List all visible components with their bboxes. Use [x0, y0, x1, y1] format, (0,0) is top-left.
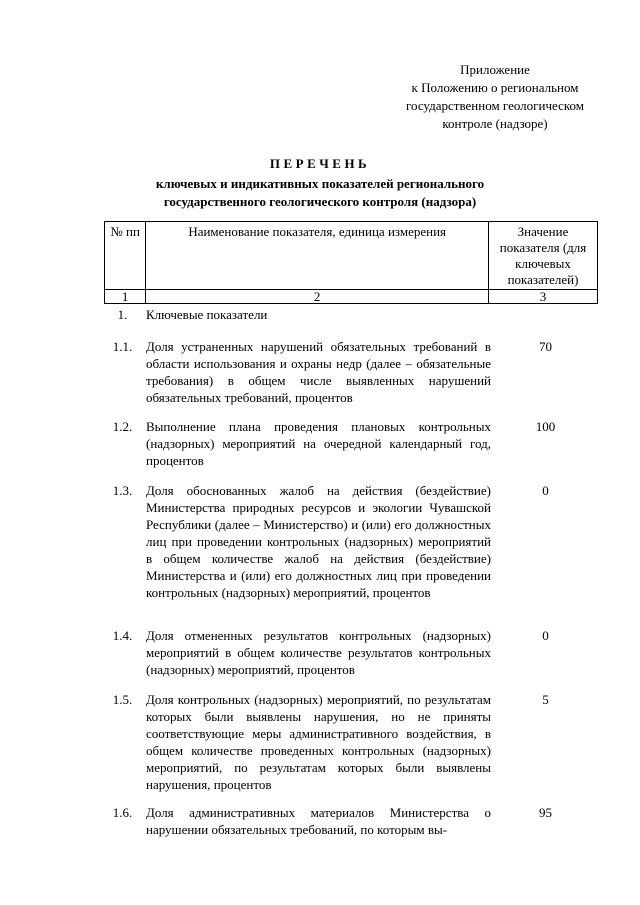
- row-text: Доля устраненных нарушений обязательных требований в области использования и охраны недр (далее – обязательные требования) в общем числе выявленных нарушений обязательных требований, процентов: [146, 339, 491, 405]
- header-name-cell: Наименование показателя, единица измерения: [146, 222, 489, 290]
- row-text: Доля обоснованных жалоб на действия (бездействие) Министерства природных ресурсов и экологии Чувашской Республики (далее – Министерство) и (или) его должностных лиц при проведении контрольных (надзорных) мероприятий в общем количестве жалоб на действия (бездействие) Министерства и (или) его должностных лиц при проведении контрольных (надзорных) мероприятий, процентов: [146, 483, 491, 600]
- row-value: 70: [539, 339, 552, 354]
- row-text: Доля контрольных (надзорных) мероприятий, по результатам которых были выявлены нарушения, но не приняты соответствующие меры административного воздействия, в общем количестве проведенных контрольных (надзорных) мероприятий, по результатам которых были выявлены нарушения, процентов: [146, 692, 491, 792]
- row-value: 95: [539, 805, 552, 820]
- header-col-number-2: 2: [146, 290, 489, 304]
- document-subtitle-line-1: ключевых и индикативных показателей регионального: [155, 176, 485, 191]
- row-number: 1.3.: [112, 483, 133, 498]
- appendix-line-1: Приложение: [460, 62, 530, 77]
- document-subtitle-line-2: государственного геологического контроля (надзора): [163, 194, 477, 209]
- row-text: Ключевые показатели: [146, 307, 268, 322]
- document-title: ПЕРЕЧЕНЬ: [269, 156, 371, 171]
- row-value: 100: [535, 419, 556, 434]
- row-text: Доля отмененных результатов контрольных (надзорных) мероприятий в общем количестве результатов контрольных (надзорных) мероприятий, процентов: [146, 628, 491, 677]
- row-number: 1.2.: [112, 419, 133, 434]
- row-number: 1.1.: [112, 339, 133, 354]
- row-number: 1.5.: [112, 692, 133, 707]
- header-col-number-1: 1: [105, 290, 146, 304]
- table-header: [104, 221, 598, 304]
- row-value: 0: [542, 628, 549, 643]
- row-text: Выполнение плана проведения плановых контрольных (надзорных) мероприятий на очередной календарный год, процентов: [146, 419, 491, 468]
- row-value: 5: [542, 692, 549, 707]
- row-number: 1.4.: [112, 628, 133, 643]
- row-text: Доля административных материалов Министерства о нарушении обязательных требований, по которым вы-: [146, 805, 491, 837]
- header-value-cell: Значение показателя (для ключевых показателей): [489, 222, 598, 290]
- row-number: 1.6.: [112, 805, 133, 820]
- header-number-cell: № пп: [105, 222, 146, 290]
- row-value: 0: [542, 483, 549, 498]
- header-col-number-3: 3: [489, 290, 598, 304]
- row-number: 1.: [117, 307, 128, 322]
- appendix-line-4: контроле (надзоре): [442, 116, 548, 131]
- appendix-line-3: государственном геологическом: [406, 98, 584, 113]
- appendix-block: [390, 61, 600, 133]
- appendix-line-2: к Положению о региональном: [411, 80, 579, 95]
